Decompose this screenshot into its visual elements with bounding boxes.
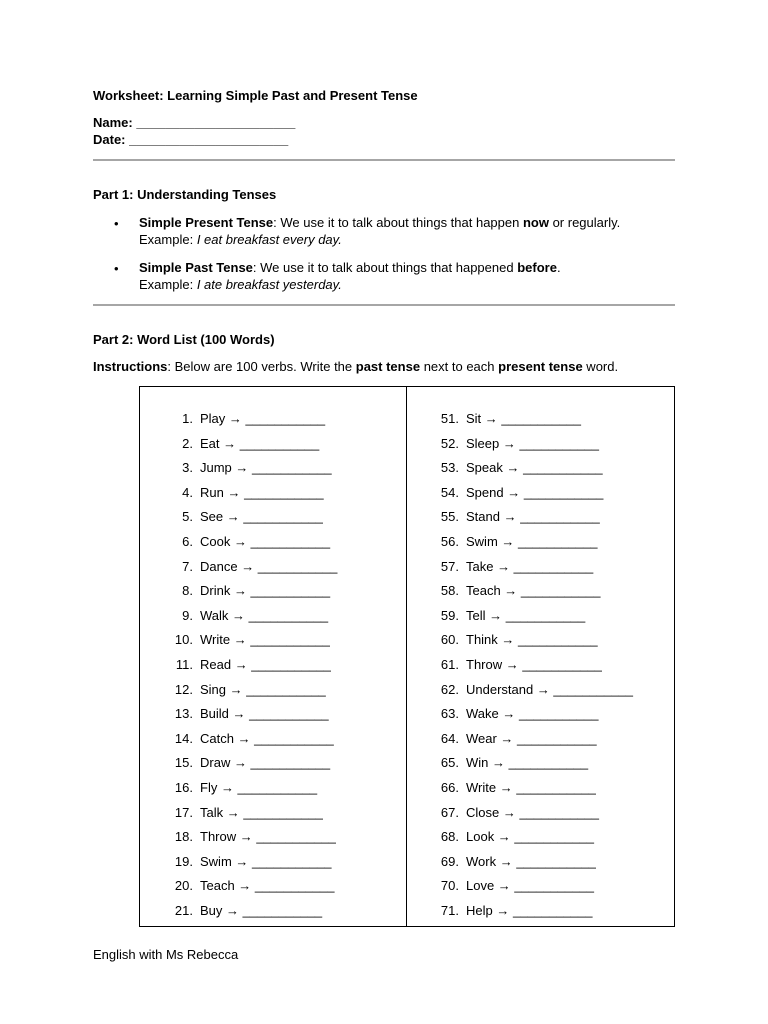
verb-prompt: Wake → ___________	[466, 706, 599, 722]
item-number: 71.	[440, 902, 459, 918]
list-item[interactable]	[426, 509, 633, 534]
bullet-simple-past	[139, 259, 561, 293]
term: Simple Past Tense	[139, 260, 253, 275]
list-item[interactable]	[426, 657, 633, 682]
verb-prompt: Throw → ___________	[466, 656, 602, 672]
verb-prompt: Close → ___________	[466, 804, 599, 820]
item-number: 1.	[182, 411, 193, 426]
list-item[interactable]	[160, 829, 337, 854]
verb-prompt: Play → ___________	[200, 411, 326, 426]
example-sentence: I ate breakfast yesterday.	[196, 277, 342, 292]
list-item[interactable]	[160, 509, 337, 534]
list-item[interactable]	[426, 436, 633, 461]
verb-prompt: Take → ___________	[466, 558, 594, 574]
verb-prompt: Love → ___________	[466, 878, 594, 894]
item-number: 60.	[440, 632, 459, 648]
list-item[interactable]	[160, 485, 337, 510]
item-number: 10.	[174, 632, 193, 648]
list-item[interactable]	[426, 534, 633, 559]
list-item[interactable]	[426, 632, 633, 657]
verb-prompt: Write → ___________	[466, 779, 596, 795]
item-number: 21.	[174, 902, 193, 918]
list-item[interactable]	[160, 903, 337, 928]
verb-prompt: Throw → ___________	[200, 829, 336, 845]
list-item[interactable]	[160, 854, 337, 879]
definition-line: Simple Past Tense: We use it to talk about things that happened before.	[139, 260, 561, 275]
verb-prompt: Dance → ___________	[200, 558, 338, 574]
verb-prompt: Sing → ___________	[200, 681, 326, 697]
list-item[interactable]	[160, 436, 337, 461]
verb-prompt: Draw → ___________	[200, 755, 331, 771]
item-number: 8.	[182, 583, 193, 599]
verb-prompt: Teach → ___________	[200, 878, 335, 894]
verb-prompt: Swim → ___________	[200, 853, 332, 869]
instructions: Instructions: Below are 100 verbs. Write the past tense next to each present tense word.	[93, 359, 619, 374]
item-number: 13.	[174, 706, 193, 722]
item-number: 11.	[175, 656, 193, 672]
item-number: 62.	[440, 681, 459, 697]
verb-prompt: Drink → ___________	[200, 583, 331, 599]
list-item[interactable]	[426, 805, 633, 830]
list-item[interactable]	[160, 411, 337, 436]
emphasis: before	[517, 260, 557, 275]
item-number: 17.	[174, 804, 193, 820]
item-number: 65.	[440, 755, 459, 771]
item-number: 14.	[174, 730, 193, 746]
item-number: 57.	[440, 558, 459, 574]
bullet-icon: •	[114, 216, 119, 231]
list-item[interactable]	[160, 755, 337, 780]
emphasis: now	[522, 215, 549, 230]
word-column-right	[426, 411, 633, 927]
item-number: 2.	[182, 435, 193, 451]
item-number: 20.	[174, 878, 193, 894]
item-number: 58.	[440, 583, 459, 599]
item-number: 51.	[440, 411, 459, 426]
item-number: 5.	[182, 509, 193, 525]
list-item[interactable]	[426, 608, 633, 633]
list-item[interactable]	[160, 583, 337, 608]
verb-prompt: Swim → ___________	[466, 533, 598, 549]
verb-prompt: Wear → ___________	[466, 730, 597, 746]
verb-prompt: Understand → ___________	[466, 681, 633, 697]
item-number: 7.	[182, 558, 193, 574]
footer-text: English with Ms Rebecca	[93, 947, 239, 962]
verb-prompt: Speak → ___________	[466, 460, 603, 476]
verb-prompt: Jump → ___________	[200, 460, 332, 476]
list-item[interactable]	[160, 878, 337, 903]
list-item[interactable]	[426, 903, 633, 928]
verb-prompt: Think → ___________	[466, 632, 598, 648]
date-field[interactable]: Date: ______________________	[93, 132, 289, 147]
item-number: 3.	[182, 460, 193, 476]
list-item[interactable]	[426, 755, 633, 780]
verb-prompt: Walk → ___________	[200, 607, 329, 623]
list-item[interactable]	[426, 829, 633, 854]
list-item[interactable]	[160, 559, 337, 584]
item-number: 59.	[440, 607, 459, 623]
verb-prompt: Talk → ___________	[200, 804, 323, 820]
list-item[interactable]	[426, 460, 633, 485]
list-item[interactable]	[426, 583, 633, 608]
worksheet-title: Worksheet: Learning Simple Past and Present Tense	[93, 88, 418, 103]
item-number: 16.	[174, 779, 193, 795]
verb-prompt: Sit → ___________	[466, 411, 581, 426]
item-number: 53.	[440, 460, 459, 476]
list-item[interactable]	[426, 706, 633, 731]
verb-prompt: Tell → ___________	[466, 607, 586, 623]
item-number: 52.	[440, 435, 459, 451]
item-number: 56.	[440, 533, 459, 549]
item-number: 69.	[440, 853, 459, 869]
verb-prompt: Write → ___________	[200, 632, 330, 648]
word-column-left	[160, 411, 337, 927]
item-number: 15.	[174, 755, 193, 771]
item-number: 4.	[182, 484, 193, 500]
item-number: 19.	[174, 853, 193, 869]
part1-heading: Part 1: Understanding Tenses	[93, 187, 277, 202]
item-number: 9.	[182, 607, 193, 623]
example-line: Example: I eat breakfast every day.	[139, 232, 342, 247]
item-number: 61.	[440, 656, 459, 672]
part2-heading: Part 2: Word List (100 Words)	[93, 332, 275, 347]
example-sentence: I eat breakfast every day.	[196, 232, 342, 247]
list-item[interactable]	[160, 657, 337, 682]
bullet-simple-present	[139, 214, 620, 248]
list-item[interactable]	[160, 608, 337, 633]
list-item[interactable]	[426, 731, 633, 756]
item-number: 70.	[440, 878, 459, 894]
list-item[interactable]	[426, 878, 633, 903]
verb-prompt: Look → ___________	[466, 829, 594, 845]
verb-prompt: Spend → ___________	[466, 484, 604, 500]
list-item[interactable]	[426, 854, 633, 879]
verb-prompt: Stand → ___________	[466, 509, 600, 525]
item-number: 6.	[182, 533, 193, 549]
list-item[interactable]	[160, 460, 337, 485]
bullet-icon: •	[114, 261, 119, 276]
verb-prompt: Sleep → ___________	[466, 435, 600, 451]
item-number: 54.	[440, 484, 459, 500]
list-item[interactable]	[160, 534, 337, 559]
list-item[interactable]	[426, 780, 633, 805]
list-item[interactable]	[426, 485, 633, 510]
verb-prompt: Eat → ___________	[200, 435, 320, 451]
item-number: 66.	[440, 779, 459, 795]
item-number: 18.	[174, 829, 193, 845]
example-line: Example: I ate breakfast yesterday.	[139, 277, 342, 292]
item-number: 12.	[174, 681, 193, 697]
verb-prompt: Run → ___________	[200, 484, 324, 500]
verb-prompt: Work → ___________	[466, 853, 596, 869]
verb-prompt: Fly → ___________	[200, 779, 318, 795]
verb-prompt: Catch → ___________	[200, 730, 334, 746]
item-number: 68.	[440, 829, 459, 845]
list-item[interactable]	[160, 780, 337, 805]
verb-prompt: Win → ___________	[466, 755, 589, 771]
item-number: 63.	[440, 706, 459, 722]
verb-prompt: Cook → ___________	[200, 533, 331, 549]
list-item[interactable]	[426, 559, 633, 584]
verb-prompt: Build → ___________	[200, 706, 329, 722]
verb-prompt: Help → ___________	[466, 902, 593, 918]
name-field[interactable]: Name: ______________________	[93, 115, 296, 130]
list-item[interactable]	[426, 682, 633, 707]
list-item[interactable]	[160, 632, 337, 657]
list-item[interactable]	[426, 411, 633, 436]
item-number: 55.	[440, 509, 459, 525]
verb-prompt: Teach → ___________	[466, 583, 601, 599]
term: Simple Present Tense	[139, 215, 274, 230]
column-divider	[406, 386, 407, 927]
horizontal-rule	[93, 159, 675, 161]
item-number: 64.	[440, 730, 459, 746]
verb-prompt: Read → ___________	[200, 656, 331, 672]
list-item[interactable]	[160, 731, 337, 756]
verb-prompt: See → ___________	[200, 509, 323, 525]
definition-line: Simple Present Tense: We use it to talk about things that happen now or regularly.	[139, 215, 621, 230]
item-number: 67.	[440, 804, 459, 820]
list-item[interactable]	[160, 682, 337, 707]
list-item[interactable]	[160, 706, 337, 731]
list-item[interactable]	[160, 805, 337, 830]
verb-prompt: Buy → ___________	[200, 902, 323, 918]
horizontal-rule	[93, 304, 675, 306]
